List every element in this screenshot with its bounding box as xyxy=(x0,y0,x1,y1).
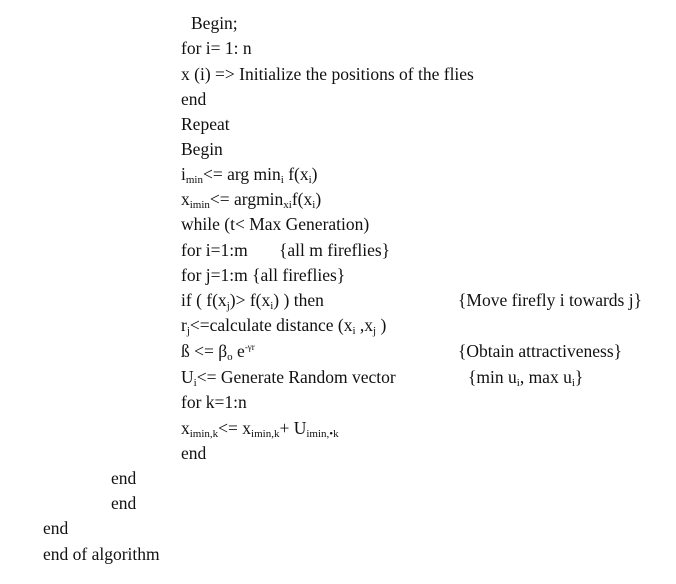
line-end-1: end xyxy=(181,443,207,463)
line-end-2: end xyxy=(111,468,137,488)
line-random-vector: $U_i<=$ Generate Random vector xyxy=(181,367,396,389)
line-for-i-m: for i=1:m xyxy=(181,240,248,260)
line-begin-2: Begin xyxy=(181,139,223,159)
line-if: if ( $f(x_j)> f(x_i)$ ) then xyxy=(181,290,324,312)
line-end-4: end xyxy=(43,518,69,538)
line-distance: $r_j<=calculate$ distance ($x_i$ $,x_j$ ) xyxy=(181,315,387,337)
line-for-j-m: for j=1:m {all fireflies} xyxy=(181,265,346,285)
line-end-init: end xyxy=(181,89,207,109)
comment-move-firefly: {Move firefly i towards j} xyxy=(458,290,642,310)
line-end-of-algorithm: end of algorithm xyxy=(43,544,160,564)
line-repeat: Repeat xyxy=(181,114,230,134)
line-update: $x_{imin,k}<= x_{imin,k}+ U_{imin,•k}$ xyxy=(181,418,339,440)
line-while: while (t< Max Generation) xyxy=(181,214,370,234)
comment-all-m-fireflies: {all m fireflies} xyxy=(279,240,391,260)
line-beta: ß <= $\beta_o$ $e^{-\gamma r}$ xyxy=(181,341,255,363)
comment-attractiveness: {Obtain attractiveness} xyxy=(458,341,623,361)
line-for-i-n: for i= 1: n xyxy=(181,38,252,58)
line-end-3: end xyxy=(111,493,137,513)
line-begin: Begin; xyxy=(191,13,238,33)
line-for-k: for k=1:n xyxy=(181,392,247,412)
line-ximin: $x_{imin}<= argmin_{xi}f(x_i)$ xyxy=(181,189,322,211)
line-initialize: x (i) => Initialize the positions of the flies xyxy=(181,64,474,84)
line-imin: $i_{min}<=$ arg $\min_i f(x_i)$ xyxy=(181,164,318,186)
comment-min-max: {min $u_i$, $\max u_i$} xyxy=(468,367,584,389)
